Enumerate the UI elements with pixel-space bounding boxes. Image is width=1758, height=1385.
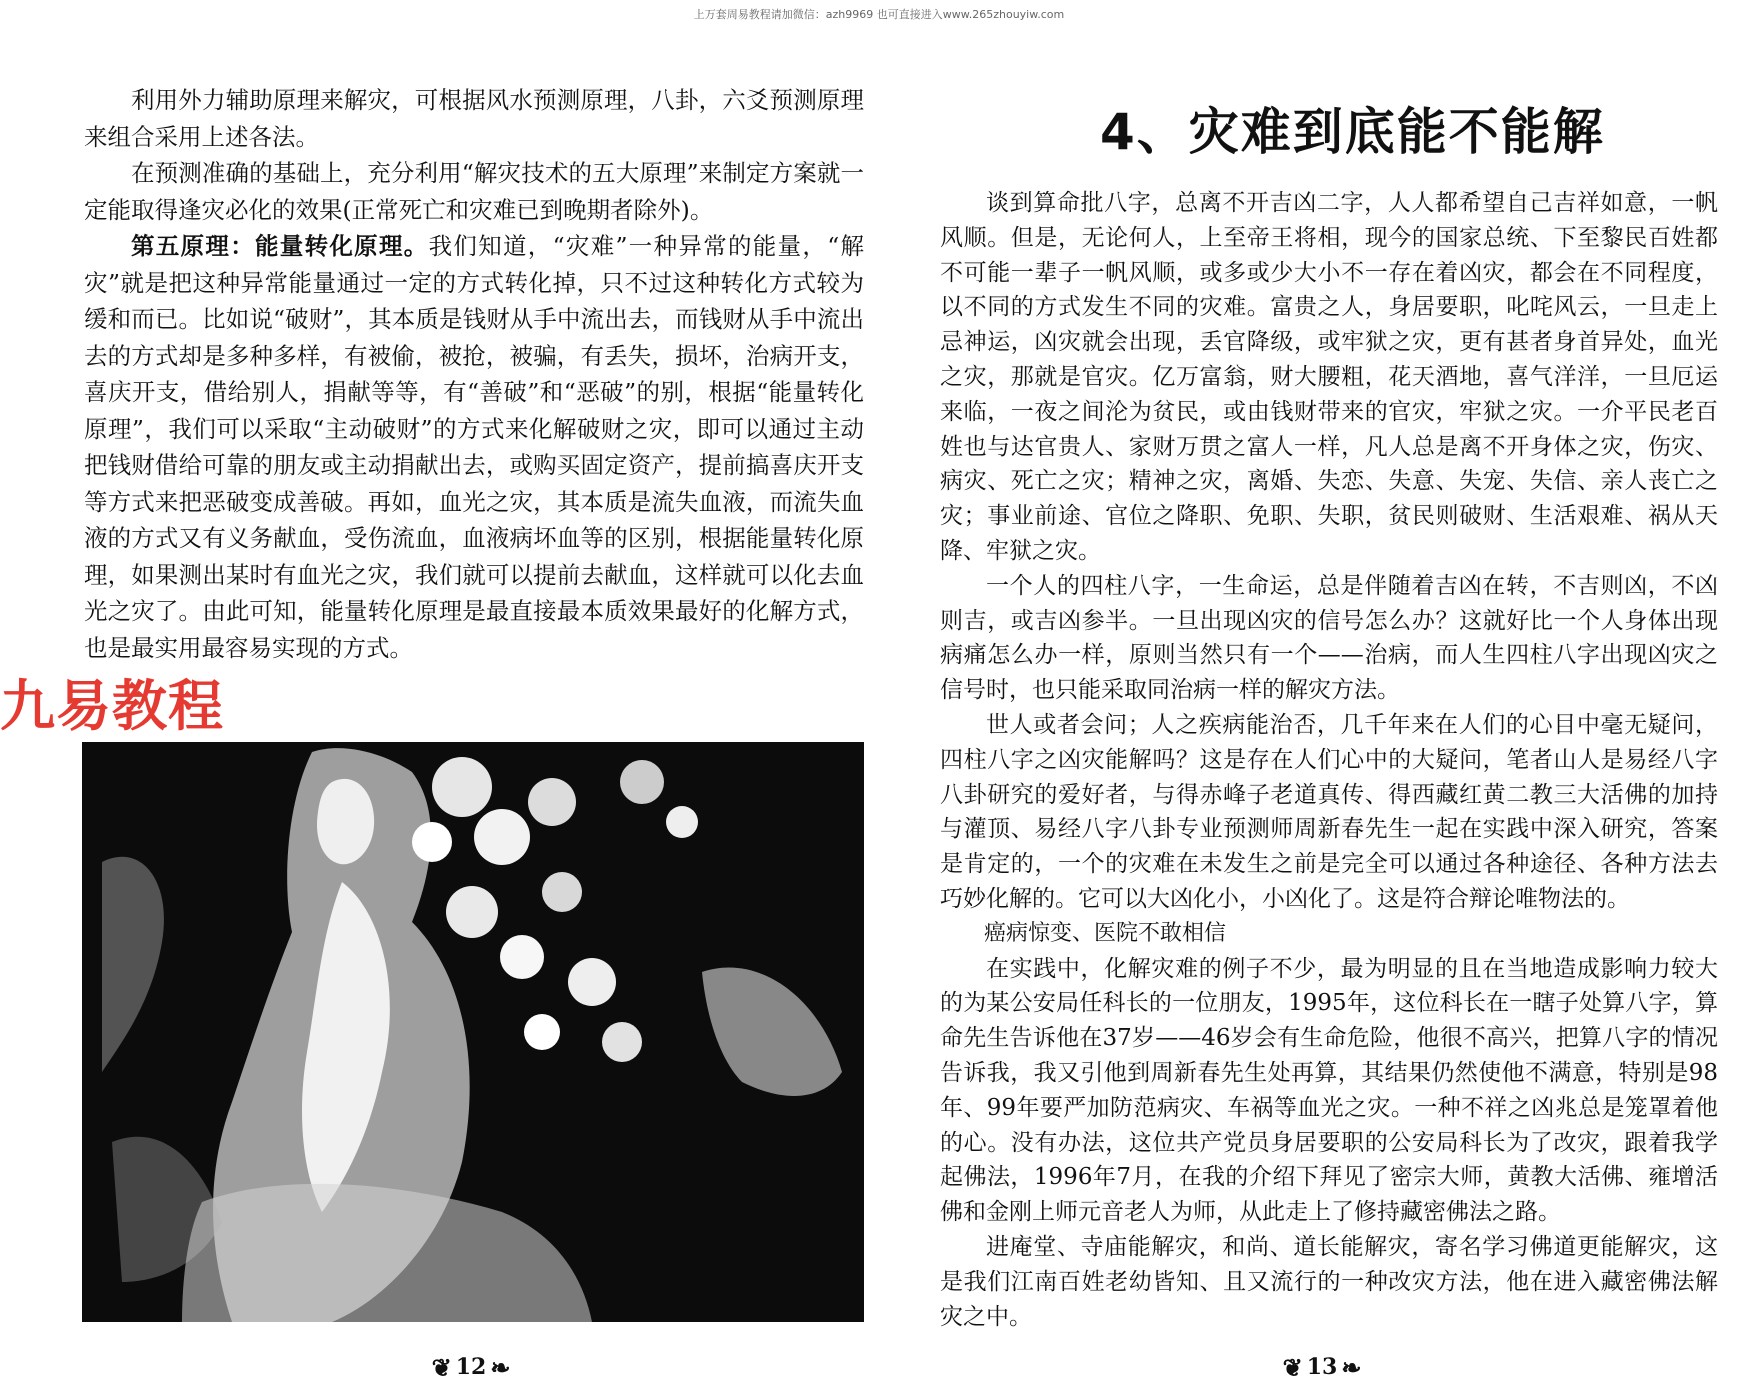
folio-ornament-right-icon: ❧: [1341, 1352, 1362, 1382]
section-subheading: 癌病惊变、医院不敢相信: [984, 920, 1227, 946]
left-paragraph-3: [84, 228, 864, 666]
right-paragraph-4: 在实践中，化解灾难的例子不少，最为明显的且在当地造成影响力较大的为某公安局任科长的一位朋友，1995年，这位科长在一瞎子处算八字，算命先生告诉他在37岁——46岁会有生命危险，他很不高兴，把算八字的情况告诉我，我又引他到周新春先生处再算，其结果仍然使他不满意，特别是98年、99年要严加防范病灾、车祸等血光之灾。一种不祥之凶兆总是笼罩着他的心。没有办法，这位共产党员身居要职的公安局科长为了改灾，跟着我学起佛法，1996年7月，在我的介绍下拜见了密宗大师，黄教大活佛、雍增活佛和金刚上师元音老人为师，从此走上了修持藏密佛法之路。: [940, 955, 1718, 1226]
left-body-text: [84, 82, 864, 666]
right-page-number-text: 13: [1306, 1354, 1338, 1380]
header-note: 上万套周易教程请加微信：azh9969 也可直接进入www.265zhouyiw.com: [693, 8, 1065, 21]
principle-text: 我们知道，“灾难”一种异常的能量，“解灾”就是把这种异常能量通过一定的方式转化掉，只不过这种转化方式较为缓和而已。比如说“破财”，其本质是钱财从手中流出去，而钱财从手中流出去的方式却是多种多样，有被偷，被抢，被骗，有丢失，损坏，治病开支，喜庆开支，借给别人，捐献等等，有“善破”和“恶破”的别，根据“能量转化原理”，我们可以采取“主动破财”的方式来化解破财之灾，即可以通过主动把钱财借给可靠的朋友或主动捐献出去，或购买固定资产，提前搞喜庆开支等方式来把恶破变成善破。再如，血光之灾，其本质是流失血液，而流失血液的方式又有义务献血，受伤流血，血液病坏血等的区别，根据能量转化原理，如果测出某时有血光之灾，我们就可以提前去献血，这样就可以化去血光之灾了。由此可知，能量转化原理是最直接最本质效果最好的化解方式，也是最实用最容易实现的方式。: [84, 232, 865, 662]
folio-ornament-left-icon: ❦: [1282, 1352, 1303, 1382]
right-paragraph-3: 世人或者会问；人之疾病能治否，几千年来在人们的心目中毫无疑问，四柱八字之凶灾能解吗？这是存在人们心中的大疑问，笔者山人是易经八字八卦研究的爱好者，与得赤峰子老道真传、得西藏红黄二教三大活佛的加持与灌顶、易经八字八卦专业预测师周新春先生一起在实践中深入研究，答案是肯定的，一个的灾难在未发生之前是完全可以通过各种途径、各种方法去巧妙化解的。它可以大凶化小，小凶化了。这是符合辩论唯物法的。: [940, 711, 1718, 912]
left-paragraph-2: 在预测准确的基础上，充分利用“解灾技术的五大原理”来制定方案就一定能取得逢灾必化的效果(正常死亡和灾难已到晚期者除外)。: [84, 159, 864, 224]
left-paragraph-1: 利用外力辅助原理来解灾，可根据风水预测原理，八卦，六爻预测原理来组合采用上述各法。: [84, 86, 864, 151]
right-paragraph-1: 谈到算命批八字，总离不开吉凶二字，人人都希望自己吉祥如意，一帆风顺。但是，无论何人，上至帝王将相，现今的国家总统、下至黎民百姓都不可能一辈子一帆风顺，或多或少大小不一存在着凶灾，都会在不同程度，以不同的方式发生不同的灾难。富贵之人，身居要职，叱咤风云，一旦走上忌神运，凶灾就会出现，丢官降级，或牢狱之灾，更有甚者身首异处，血光之灾，那就是官灾。亿万富翁，财大腰粗，花天酒地，喜气洋洋，一旦厄运来临，一夜之间沦为贫民，或由钱财带来的官灾，牢狱之灾。一介平民老百姓也与达官贵人、家财万贯之富人一样，凡人总是离不开身体之灾，伤灾、病灾、死亡之灾；精神之灾，离婚、失恋、失意、失宠、失信、亲人丧亡之灾；事业前途、官位之降职、免职、失职，贫民则破财、生活艰难、祸从天降、牢狱之灾。: [940, 190, 1718, 564]
watermark-logo: 九易教程: [0, 674, 225, 738]
right-page-number: [1262, 1349, 1382, 1385]
right-paragraph-2: 一个人的四柱八字，一生命运，总是伴随着吉凶在转，不吉则凶，不凶则吉，或吉凶参半。一旦出现凶灾的信号怎么办？这就好比一个人身体出现病痛怎么办一样，原则当然只有一个——治病，而人生四柱八字出现凶灾之信号时，也只能采取同治病一样的解灾方法。: [940, 572, 1718, 704]
folio-ornament-left-icon: ❦: [431, 1352, 452, 1382]
right-body-text: [940, 186, 1718, 1334]
left-page-number: [411, 1349, 531, 1385]
right-paragraph-5: 进庵堂、寺庙能解灾，和尚、道长能解灾，寄名学习佛道更能解灾，这是我们江南百姓老幼皆知、且又流行的一种改灾方法，他在进入藏密佛法解灾之中。: [940, 1233, 1718, 1330]
principle-label: 第五原理：能量转化原理。: [131, 232, 429, 260]
folio-ornament-right-icon: ❧: [490, 1352, 511, 1382]
left-page-number-text: 12: [455, 1354, 487, 1380]
guanyin-photo: [82, 742, 864, 1322]
chapter-title: 4、灾难到底能不能解: [1100, 103, 1605, 161]
